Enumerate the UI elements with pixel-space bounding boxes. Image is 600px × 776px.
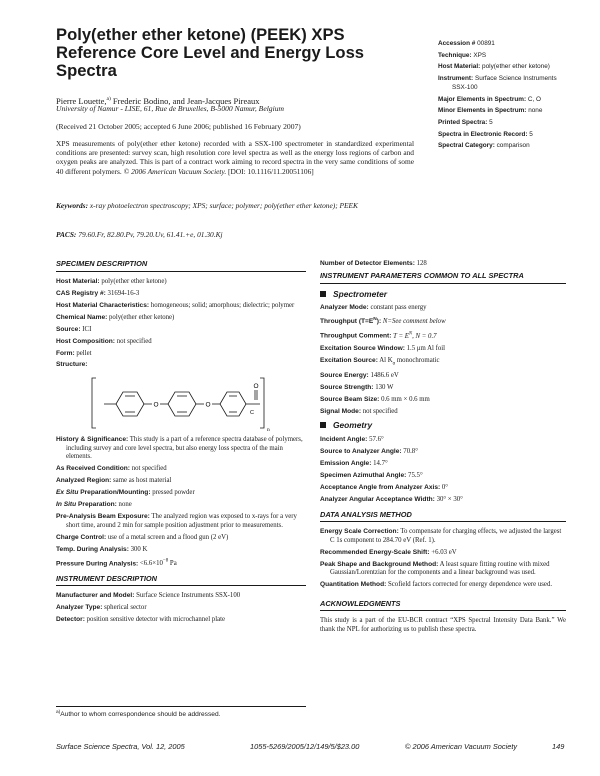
specimen-chemical-name: Chemical Name: poly(ether ether ketone) xyxy=(56,313,175,321)
minor-elements-row: Minor Elements in Spectrum: none xyxy=(438,107,543,115)
left-bracket xyxy=(92,378,96,428)
article-title: Poly(ether ether ketone) (PEEK) XPS Reference Core Level and Energy Loss Spectra xyxy=(56,25,365,80)
specimen-source: Source: ICI xyxy=(56,325,92,333)
energy-scale-correction: Energy Scale Correction: To compensate for charging effects, we adjusted the largest C 1s component to 284.70 eV (Ref. 1). xyxy=(320,528,562,544)
specimen-analyzed-region: Analyzed Region: same as host material xyxy=(56,477,172,485)
source-beam-size: Source Beam Size: 0.6 mm × 0.6 mm xyxy=(320,395,430,403)
repeat-subscript: n xyxy=(267,427,270,434)
specimen-structure-label: Structure: xyxy=(56,361,88,369)
source-strength: Source Strength: 130 W xyxy=(320,383,394,391)
authors: Pierre Louette,$^{a)}$ Frederic Bodino, and Jean-Jacques Pireaux xyxy=(56,95,260,106)
square-bullet-icon xyxy=(320,291,326,297)
footer-page-number: 149 xyxy=(552,742,565,751)
footer-code: 1055-5269/2005/12/149/5/$23.00 xyxy=(250,742,360,751)
specimen-insitu: In Situ Preparation: none xyxy=(56,501,132,509)
acknowledgments-text: This study is a part of the EU-BCR contract “XPS Spectral Intensity Data Bank.” We thank the NPL for authorizing us to publish these spectra. xyxy=(320,617,566,634)
right-bracket xyxy=(260,378,264,428)
source-energy: Source Energy: 1486.6 eV xyxy=(320,371,399,379)
specimen-cas: CAS Registry #: 31694-16-3 xyxy=(56,289,140,297)
specimen-form: Form: pellet xyxy=(56,349,92,357)
throughput: Throughput $(T=E^N)$: N=See comment below xyxy=(320,317,446,326)
source-analyzer-angle: Source to Analyzer Angle: 70.8° xyxy=(320,448,418,456)
electronic-spectra-row: Spectra in Electronic Record: 5 xyxy=(438,130,533,138)
oxygen-atom-2: O xyxy=(205,401,211,409)
data-analysis-heading: DATA ANALYSIS METHOD xyxy=(320,511,566,523)
doi-link[interactable]: [DOI: 10.1116/11.20051106] xyxy=(228,166,314,176)
specimen-host: Host Material: poly(ether ether ketone) xyxy=(56,277,167,285)
acceptance-width: Analyzer Angular Acceptance Width: 30° × 30° xyxy=(320,495,463,503)
host-material-row: Host Material: poly(ether ether ketone) xyxy=(438,63,550,71)
specimen-exsitu: Ex Situ Preparation/Mounting: pressed powder xyxy=(56,489,195,497)
specimen-composition: Host Composition: not specified xyxy=(56,337,152,345)
technique-row: Technique: XPS xyxy=(438,51,487,59)
spectral-category-row: Spectral Category: comparison xyxy=(438,142,530,150)
received-dates: (Received 21 October 2005; accepted 6 June 2006; published 16 February 2007) xyxy=(56,122,301,131)
keywords: Keywords: x-ray photoelectron spectroscopy; XPS; surface; polymer; poly(ether ether ketone); PEEK xyxy=(56,201,358,210)
spectrometer-heading: Spectrometer xyxy=(320,290,566,299)
instrument-row: Instrument: Surface Science Instruments SSX-100 xyxy=(438,75,557,91)
author-footnote: $^{a)}$Author to whom correspondence should be addressed. xyxy=(56,706,306,718)
specimen-charge-control: Charge Control: use of a metal screen and a flood gun (2 eV) xyxy=(56,533,229,541)
geometry-heading: Geometry xyxy=(320,421,566,430)
major-elements-row: Major Elements in Spectrum: C, O xyxy=(438,95,541,103)
footer-journal: Surface Science Spectra, Vol. 12, 2005 xyxy=(56,742,185,751)
left-column xyxy=(56,260,306,628)
quantitation-method: Quantitation Method: Scofield factors corrected for energy dependence were used. xyxy=(320,581,553,589)
affiliation: University of Namur - LISE, 61, Rue de Bruxelles, B-5000 Namur, Belgium xyxy=(56,104,284,113)
azimuthal-angle: Specimen Azimuthal Angle: 75.5° xyxy=(320,472,423,479)
carbonyl-oxygen: O xyxy=(253,383,259,391)
parameters-heading: INSTRUMENT PARAMETERS COMMON TO ALL SPECTRA xyxy=(320,272,566,284)
instrument-manufacturer: Manufacturer and Model: Surface Science Instruments SSX-100 xyxy=(56,592,241,600)
square-bullet-icon xyxy=(320,422,326,428)
oxygen-atom-1: O xyxy=(153,401,159,409)
abstract: XPS measurements of poly(ether ether ketone) recorded with a SSX-100 spectrometer in standardized experimental conditions are presented: survey scan, high resolution core level spectra as well as the energy loss regions of carbon and oxygen peaks are analyzed. This is part of a contract work aiming to record spectra in the very same conditions of some 40 different polymers. © 2006 American Vacuum Society. [DOI: 10.1116/11.20051106] xyxy=(56,139,414,176)
detector-elements: Number of Detector Elements: 128 xyxy=(320,260,427,267)
specimen-characteristics: Host Material Characteristics: homogeneous; solid; amorphous; dielectric; polymer xyxy=(56,301,295,309)
throughput-comment: Throughput Comment: $T = E^N$, N = 0.7 xyxy=(320,331,437,340)
source-window: Excitation Source Window: 1.5 μm Al foil xyxy=(320,344,446,352)
specimen-heading: SPECIMEN DESCRIPTION xyxy=(56,260,306,272)
signal-mode: Signal Mode: not specified xyxy=(320,407,398,415)
energy-scale-shift: Recommended Energy-Scale Shift: +6.03 eV xyxy=(320,548,457,556)
excitation-source: Excitation Source: Al $K_\alpha$ monochromatic xyxy=(320,356,440,366)
specimen-history: History & Significance: This study is a part of a reference spectra database of polymers, including survey and core level spectra, but also energy loss spectra of the main elements. xyxy=(56,436,303,461)
instrument-detector: Detector: position sensitive detector with microchannel plate xyxy=(56,616,226,624)
summary-sidebar xyxy=(438,40,568,154)
printed-spectra-row: Printed Spectra: 5 xyxy=(438,118,493,126)
specimen-pressure: Pressure During Analysis: $<6.6\times 10^{-8}$ Pa xyxy=(56,558,177,567)
pacs: PACS: 79.60.Fr, 82.80.Pv, 79.20.Uv, 61.41.+e, 01.30.Kj xyxy=(56,230,223,239)
structure-diagram xyxy=(56,374,306,436)
acceptance-angle: Acceptance Angle from Analyzer Axis: 0° xyxy=(320,483,449,491)
acknowledgments-heading: ACKNOWLEDGMENTS xyxy=(320,600,566,612)
footer-copyright: © 2006 American Vacuum Society xyxy=(405,742,518,751)
specimen-beam-exposure: Pre-Analysis Beam Exposure: The analyzed region was exposed to x-rays for a very short time, around 2 min for sample position adjustment prior to measurements. xyxy=(56,513,297,529)
carbonyl-carbon: C xyxy=(250,410,254,417)
peek-structure-svg xyxy=(56,374,306,436)
peak-shape-method: Peak Shape and Background Method: A least square fitting routine with mixed Gaussian/Lorentzian for the components and a linear background was used. xyxy=(320,560,550,577)
accession-row: Accession # 00891 xyxy=(438,40,495,47)
emission-angle: Emission Angle: 14.7° xyxy=(320,460,388,468)
incident-angle: Incident Angle: 57.6° xyxy=(320,436,384,444)
specimen-received-condition: As Received Condition: not specified xyxy=(56,465,167,473)
specimen-temperature: Temp. During Analysis: 300 K xyxy=(56,545,148,553)
instrument-analyzer-type: Analyzer Type: spherical sector xyxy=(56,604,147,612)
right-column xyxy=(320,260,566,635)
copyright-inline: © 2006 American Vacuum Society. xyxy=(123,166,227,176)
analyzer-mode: Analyzer Mode: constant pass energy xyxy=(320,304,427,312)
instrument-description-heading: INSTRUMENT DESCRIPTION xyxy=(56,575,306,587)
